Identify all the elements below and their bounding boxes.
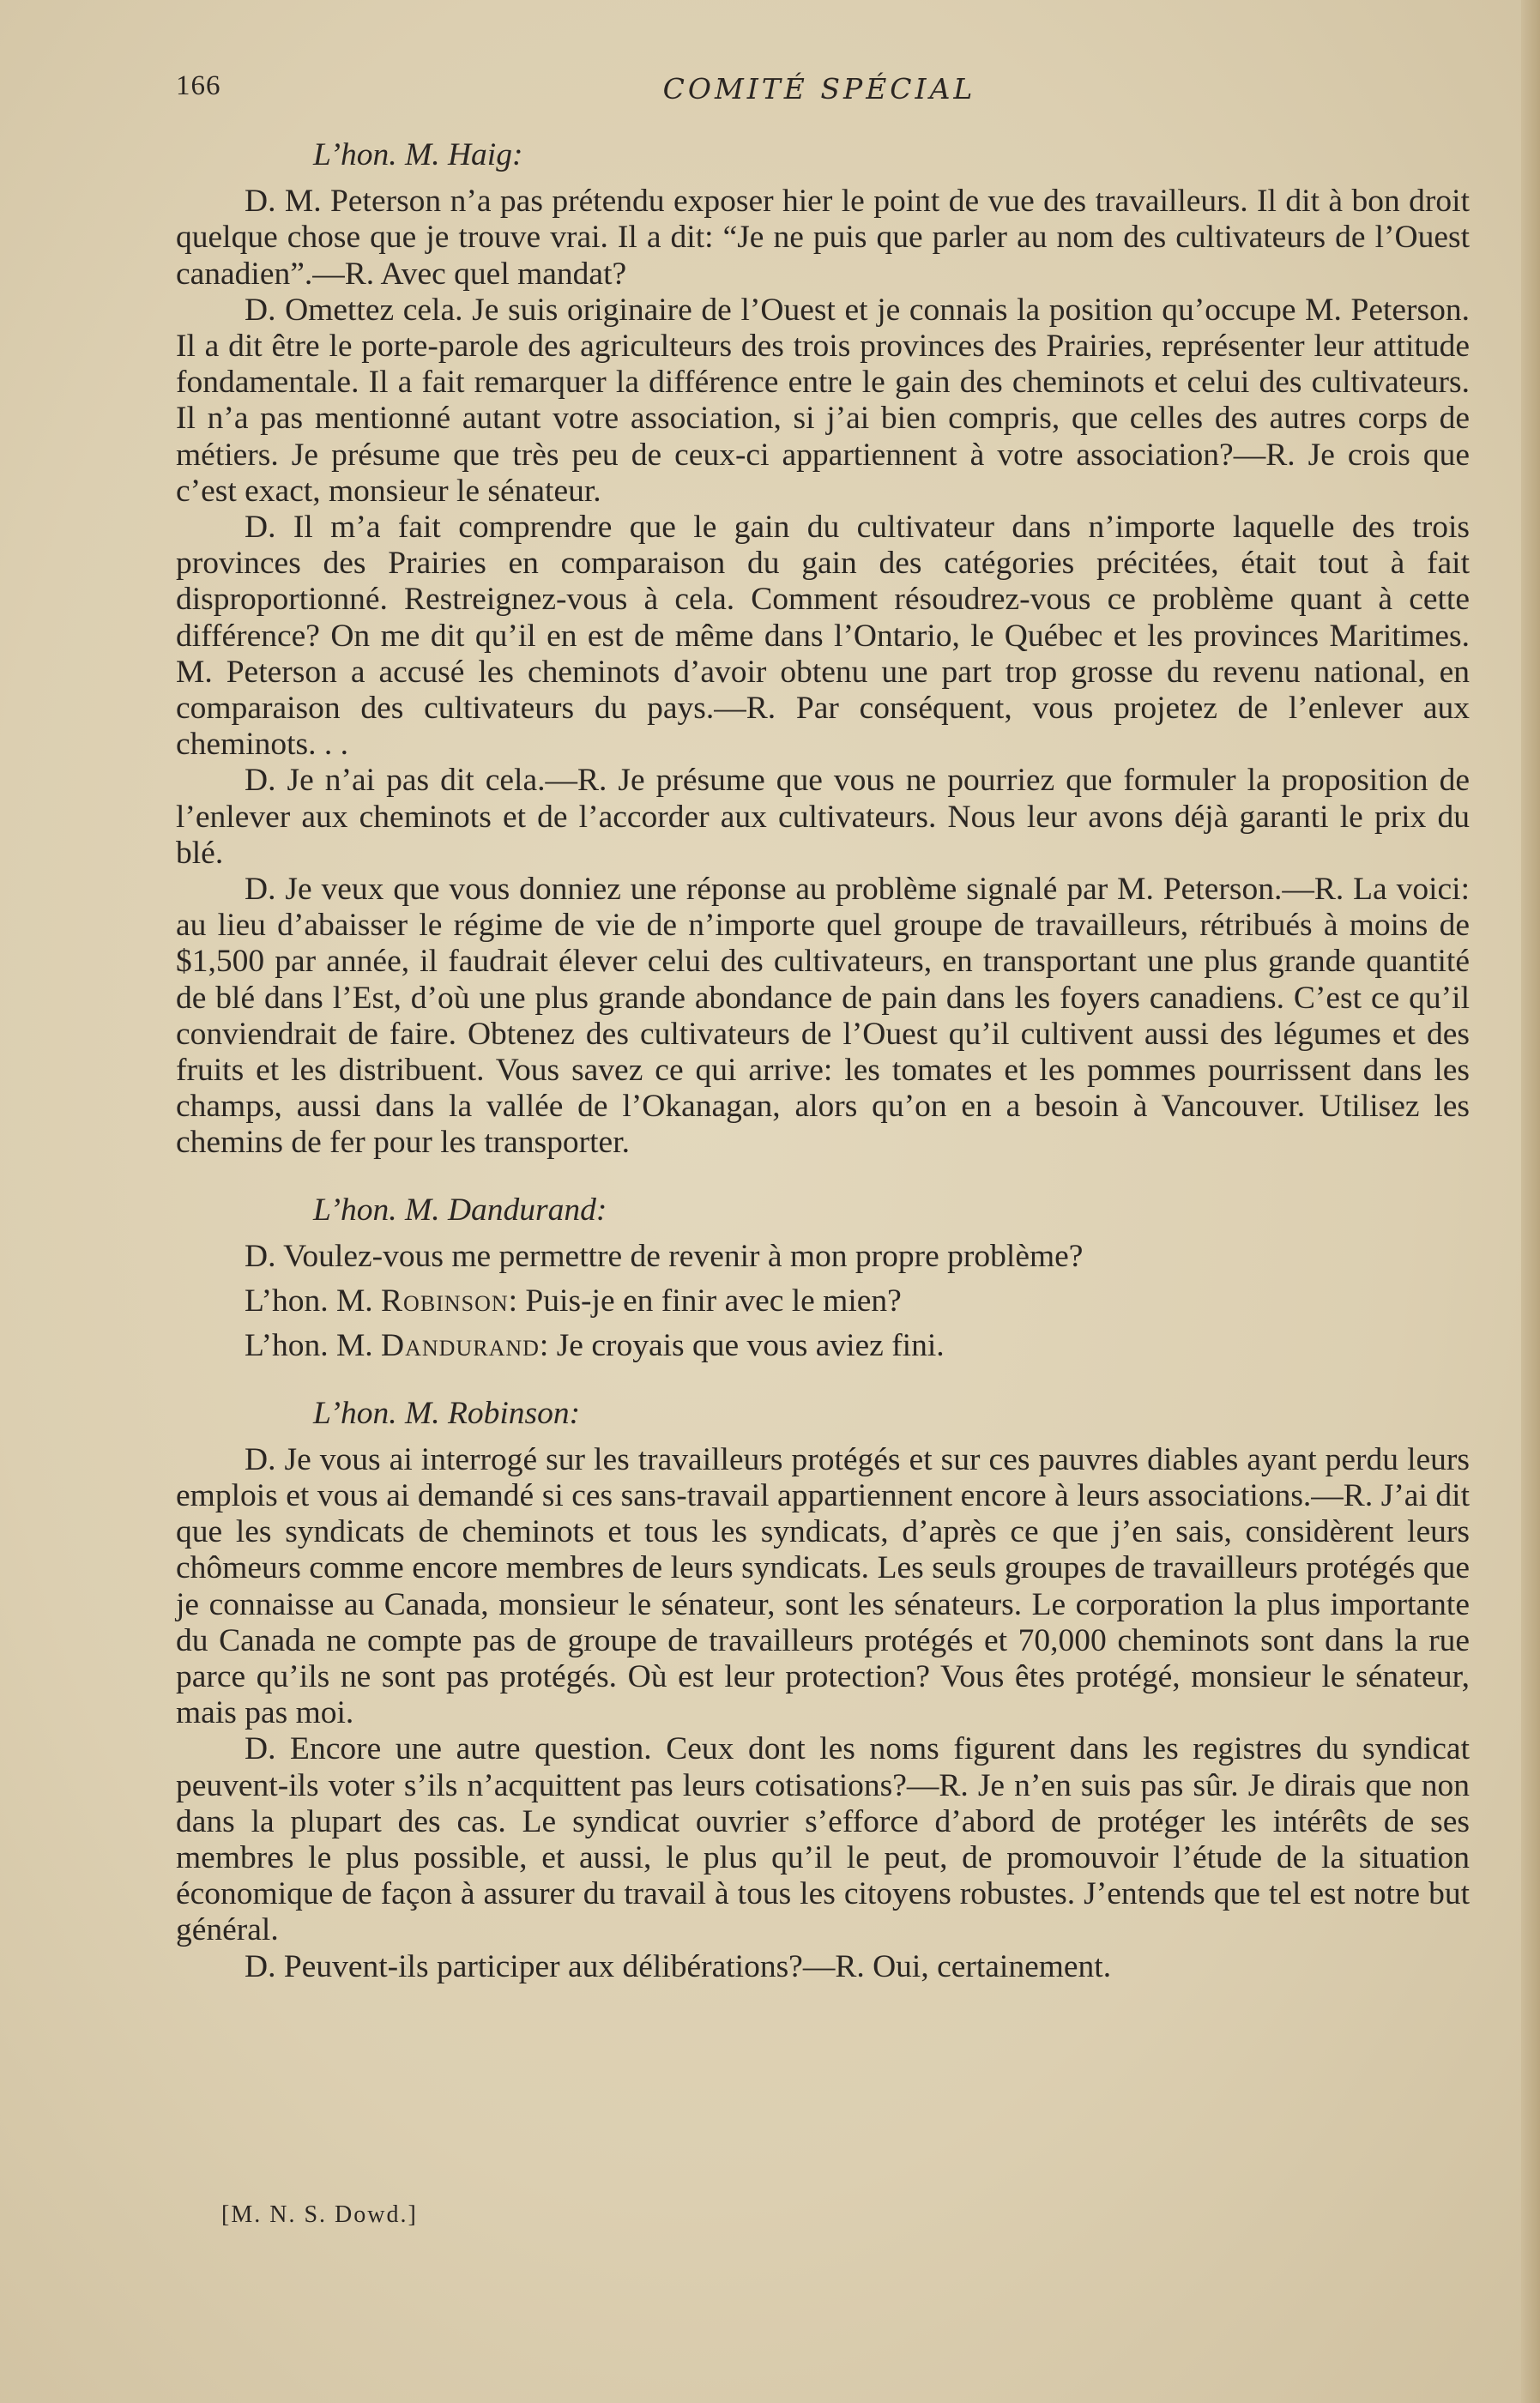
exchange-prefix: L’hon. M.: [245, 1283, 373, 1319]
paragraph: D. M. Peterson n’a pas prétendu exposer hier le point de vue des travailleurs. Il dit à bon droit quelque chose que je trouve vrai. Il a dit: “Je ne puis que parler au nom des cultivateurs de l’Ouest canadien”.—R. Avec quel mandat?: [176, 184, 1470, 292]
exchange-text: : Je croyais que vous aviez fini.: [539, 1328, 945, 1364]
paragraph: D. Je veux que vous donniez une réponse au problème signalé par M. Peterson.—R. La voici: au lieu d’abaisser le régime de vie de n’importe quel groupe de travailleurs, rétribués à moins de $1,500 par année, il faudrait élever celui des cultivateurs, en transportant une plus grande quantité de blé dans l’Est, d’où une plus grande abondance de pain dans les foyers canadiens. C’est ce qu’il conviendrait de faire. Obtenez des cultivateurs de l’Ouest qu’il cultivent aussi des légumes et des fruits et les distribuent. Vous savez ce qui arrive: les tomates et les pommes pourrissent dans les champs, aussi dans la vallée de l’Okanagan, alors qu’on en a besoin à Vancouver. Utilisez les chemins de fer pour les transporter.: [176, 872, 1470, 1161]
witness-signature: [M. N. S. Dowd.]: [221, 2201, 418, 2228]
running-title: COMITÉ SPÉCIAL: [662, 72, 976, 106]
exchange-line: [176, 1328, 1470, 1364]
body-text: [176, 137, 1470, 1985]
paragraph: D. Peuvent-ils participer aux délibérations?—R. Oui, certainement.: [245, 1948, 1112, 1984]
speaker-heading-dandurand: L’hon. M. Dandurand:: [313, 1192, 607, 1228]
paragraph: D. Voulez-vous me permettre de revenir à mon propre problème?: [245, 1238, 1084, 1274]
page-edge-shadow: [1521, 0, 1540, 2403]
speaker-name: Robinson: [381, 1283, 509, 1319]
paragraph: D. Il m’a fait comprendre que le gain du cultivateur dans n’importe laquelle des trois provinces des Prairies en comparaison du gain des catégories précitées, était tout à fait disproportionné. Restreignez-vous à cela. Comment résoudrez-vous ce problème quant à cette différence? On me dit qu’il en est de même dans l’Ontario, le Québec et les provinces Maritimes. M. Peterson a accusé les cheminots d’avoir obtenu une part trop grosse du revenu national, en comparaison des cultivateurs du pays.—R. Par conséquent, vous projetez de l’enlever aux cheminots. . .: [176, 510, 1470, 763]
speaker-heading-haig: L’hon. M. Haig:: [313, 137, 523, 172]
exchange-text: : Puis-je en finir avec le mien?: [508, 1283, 902, 1319]
speaker-heading-robinson: L’hon. M. Robinson:: [313, 1395, 581, 1431]
paragraph: D. Je vous ai interrogé sur les travailleurs protégés et sur ces pauvres diables ayant perdu leurs emplois et vous ai demandé si ces sans-travail appartiennent encore à leurs associations.—R. J’ai dit que les syndicats de cheminots et tous les syndicats, d’après ce que j’en sais, considèrent leurs chômeurs comme encore membres de leurs syndicats. Les seuls groupes de travailleurs protégés que je connaisse au Canada, monsieur le sénateur, sont les sénateurs. Le corporation la plus importante du Canada ne compte pas de groupe de travailleurs protégés et 70,000 cheminots sont dans la rue parce qu’ils ne sont pas protégés. Où est leur protection? Vous êtes protégé, monsieur le sénateur, mais pas moi.: [176, 1441, 1470, 1731]
speaker-name: Dandurand: [381, 1328, 540, 1364]
paragraph: D. Encore une autre question. Ceux dont les noms figurent dans les registres du syndicat peuvent-ils voter s’ils n’acquittent pas leurs cotisations?—R. Je n’en suis pas sûr. Je dirais que non dans la plupart des cas. Le syndicat ouvrier s’efforce d’abord de protéger les intérêts de ses membres le plus possible, et aussi, le plus qu’il le peut, de promouvoir l’étude de la situation économique de façon à assurer du travail à tous les citoyens robustes. J’entends que tel est notre but général.: [176, 1731, 1470, 1948]
paragraph: D. Omettez cela. Je suis originaire de l’Ouest et je connais la position qu’occupe M. Peterson. Il a dit être le porte-parole des agriculteurs des trois provinces des Prairies, représenter leur attitude fondamentale. Il a fait remarquer la différence entre le gain des cheminots et celui des cultivateurs. Il n’a pas mentionné autant votre association, si j’ai bien compris, que celles des autres corps de métiers. Je présume que très peu de ceux-ci appartiennent à votre association?—R. Je crois que c’est exact, monsieur le sénateur.: [176, 292, 1470, 509]
exchange-line: [176, 1283, 1470, 1319]
exchange-prefix: L’hon. M.: [245, 1328, 373, 1364]
paragraph: D. Je n’ai pas dit cela.—R. Je présume que vous ne pourriez que formuler la proposition de l’enlever aux cheminots et de l’accorder aux cultivateurs. Nous leur avons déjà garanti le prix du blé.: [176, 763, 1470, 871]
page-header: [176, 70, 1463, 113]
page-number: 166: [176, 70, 221, 101]
